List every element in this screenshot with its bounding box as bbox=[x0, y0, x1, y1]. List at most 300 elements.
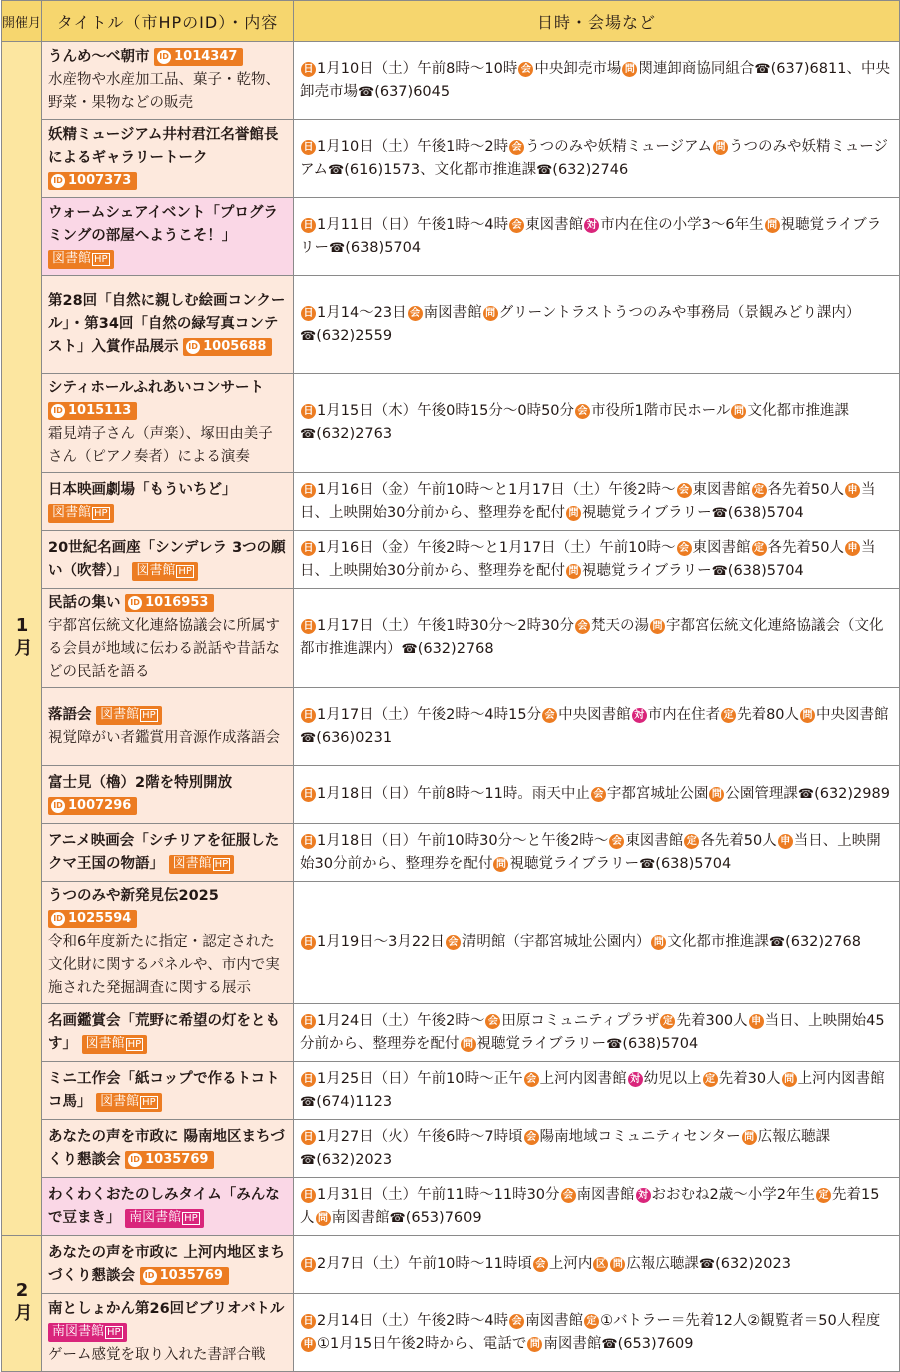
venue-icon: 会 bbox=[575, 619, 590, 634]
target-icon: 対 bbox=[584, 218, 599, 233]
event-info-cell bbox=[294, 42, 900, 120]
table-row bbox=[2, 276, 900, 374]
event-inquiry: 視聴覚ライブラリー bbox=[476, 1035, 607, 1052]
page-id-tag[interactable] bbox=[48, 402, 137, 420]
phone-icon: ☎ bbox=[606, 1036, 623, 1052]
phone-icon: ☎ bbox=[797, 787, 815, 802]
venue-icon: 会 bbox=[509, 218, 524, 233]
event-info-cell bbox=[294, 1004, 900, 1062]
venue-icon: 会 bbox=[533, 1257, 548, 1272]
event-venue: 南図書館 bbox=[525, 1312, 584, 1329]
event-inquiry: 南図書館 bbox=[543, 1335, 602, 1352]
event-title: あなたの声を市政に 陽南地区まちづくり懇談会 bbox=[48, 1128, 285, 1168]
table-header-row bbox=[2, 1, 900, 42]
phone-icon: ☎ bbox=[300, 730, 317, 746]
event-phone-2: (637)6045 bbox=[374, 83, 451, 100]
page-id-tag[interactable] bbox=[140, 1267, 229, 1285]
phone-icon: ☎ bbox=[300, 1152, 317, 1168]
table-row bbox=[2, 688, 900, 766]
event-inquiry: 宇都宮伝統文化連絡協議会（文化都市推進課内） bbox=[300, 618, 884, 657]
page-id-number: 1005688 bbox=[203, 339, 267, 354]
venue-icon: 会 bbox=[524, 1130, 539, 1145]
page-id-tag[interactable] bbox=[48, 797, 137, 815]
event-date: 1月19日～3月22日 bbox=[317, 934, 445, 950]
event-title-cell bbox=[42, 374, 294, 473]
event-info-cell bbox=[294, 473, 900, 531]
event-content: 令和6年度新たに指定・認定された文化財に関するパネルや、市内で実施された発掘調査に関する展示 bbox=[48, 934, 280, 996]
page-id-tag[interactable] bbox=[154, 48, 243, 66]
library-hp-tag[interactable] bbox=[48, 1323, 127, 1342]
event-title-cell bbox=[42, 1294, 294, 1372]
event-phone-2: (632)2746 bbox=[552, 161, 629, 178]
event-phone: (653)7609 bbox=[617, 1335, 694, 1352]
id-icon: ID bbox=[51, 404, 65, 418]
event-venue: 中央図書館 bbox=[558, 706, 631, 723]
event-venue: 清明館（宇都宮城址公園内） bbox=[461, 934, 651, 950]
event-info-cell bbox=[294, 120, 900, 198]
event-target: おおむね2歳～小学2年生 bbox=[651, 1186, 815, 1203]
venue-icon: 会 bbox=[446, 935, 461, 950]
event-apply: ①1月15日午後2時から、電話で bbox=[317, 1335, 527, 1352]
event-inquiry: 文化都市推進課 bbox=[667, 934, 769, 950]
event-capacity: 各先着50人 bbox=[767, 481, 844, 498]
event-title-cell bbox=[42, 824, 294, 882]
event-date: 1月25日（日）午前10時～正午 bbox=[317, 1070, 523, 1087]
month-label: 2月 bbox=[11, 1279, 33, 1323]
event-title: 富士見（櫓）2階を特別開放 bbox=[48, 774, 233, 791]
apply-icon: 申 bbox=[301, 1337, 316, 1352]
event-info-cell bbox=[294, 531, 900, 589]
table-row bbox=[2, 198, 900, 276]
event-capacity: ①バトラー＝先着12人②観覧者＝50人程度 bbox=[600, 1312, 881, 1329]
event-date: 1月16日（金）午後2時～と1月17日（土）午前10時～ bbox=[317, 539, 676, 556]
venue-icon: 会 bbox=[485, 1014, 500, 1029]
event-title: 第28回「自然に親しむ絵画コンクール」・第34回「自然の緑写真コンテスト」入賞作品展示 bbox=[48, 293, 286, 355]
event-date: 2月14日（土）午後2時～4時 bbox=[317, 1312, 509, 1329]
ward-icon: 区 bbox=[593, 1257, 608, 1272]
phone-icon: ☎ bbox=[768, 935, 786, 950]
event-target: 市内在住者 bbox=[647, 706, 721, 723]
inquiry-icon: 問 bbox=[461, 1037, 476, 1052]
event-date: 1月24日（土）午後2時～ bbox=[317, 1012, 485, 1029]
hp-icon: HP bbox=[178, 565, 192, 577]
page-id-number: 1015113 bbox=[68, 403, 132, 418]
inquiry-icon: 問 bbox=[493, 857, 508, 872]
target-icon: 対 bbox=[632, 708, 647, 723]
event-inquiry: 中央図書館 bbox=[816, 706, 889, 723]
inquiry-icon: 問 bbox=[527, 1337, 542, 1352]
event-capacity: 先着15人 bbox=[300, 1186, 880, 1226]
event-inquiry: 広報広聴課 bbox=[626, 1256, 699, 1272]
inquiry-icon: 問 bbox=[566, 564, 581, 579]
event-venue: 南図書館 bbox=[423, 304, 482, 321]
event-title: シティホールふれあいコンサート bbox=[48, 380, 265, 396]
event-title-cell bbox=[42, 1178, 294, 1236]
event-title: 20世紀名画座「シンデレラ 3つの願い（吹替）」 bbox=[48, 539, 286, 579]
event-date: 1月16日（金）午前10時～と1月17日（土）午後2時～ bbox=[317, 481, 676, 498]
event-title-cell bbox=[42, 531, 294, 589]
target-icon: 対 bbox=[636, 1188, 651, 1203]
table-row bbox=[2, 1062, 900, 1120]
event-table bbox=[1, 0, 900, 1372]
capacity-icon: 定 bbox=[584, 1314, 599, 1329]
event-title-cell bbox=[42, 473, 294, 531]
event-title-cell bbox=[42, 1062, 294, 1120]
event-phone: (674)1123 bbox=[316, 1093, 393, 1110]
inquiry-icon: 問 bbox=[650, 619, 665, 634]
page-id-tag[interactable] bbox=[48, 910, 137, 928]
phone-icon: ☎ bbox=[711, 563, 728, 579]
event-phone: (637)6811、中央卸売市場 bbox=[300, 60, 890, 100]
date-icon: 日 bbox=[301, 218, 316, 233]
event-info-cell bbox=[294, 1294, 900, 1372]
event-phone: (632)2559 bbox=[316, 327, 393, 344]
library-name: 図書館 bbox=[52, 251, 92, 266]
event-venue: 宇都宮城址公園 bbox=[606, 786, 709, 802]
month-cell bbox=[2, 42, 42, 1236]
event-title-cell bbox=[42, 882, 294, 1004]
date-icon: 日 bbox=[301, 1072, 316, 1087]
hp-icon: HP bbox=[184, 1212, 198, 1224]
event-info-cell bbox=[294, 1120, 900, 1178]
target-icon: 対 bbox=[628, 1072, 643, 1087]
event-phone: (632)2989 bbox=[814, 786, 890, 802]
event-date: 1月14～23日 bbox=[317, 304, 407, 321]
venue-icon: 会 bbox=[561, 1188, 576, 1203]
venue-icon: 会 bbox=[408, 306, 423, 321]
event-info-cell bbox=[294, 688, 900, 766]
event-venue: 東図書館 bbox=[692, 539, 751, 556]
inquiry-icon: 問 bbox=[316, 1211, 331, 1226]
event-date: 1月31日（土）午前11時～11時30分 bbox=[317, 1186, 560, 1203]
table-row bbox=[2, 531, 900, 589]
event-title-cell bbox=[42, 42, 294, 120]
event-info-cell bbox=[294, 882, 900, 1004]
apply-icon: 申 bbox=[845, 483, 860, 498]
event-venue: 東図書館 bbox=[625, 832, 684, 849]
event-phone: (636)0231 bbox=[316, 729, 393, 746]
event-date: 1月10日（土）午後1時～2時 bbox=[317, 138, 509, 155]
inquiry-icon: 問 bbox=[800, 708, 815, 723]
library-name: 図書館 bbox=[85, 1035, 125, 1051]
event-content: 水産物や水産加工品、菓子・乾物、野菜・果物などの販売 bbox=[48, 72, 280, 111]
event-inquiry: 南図書館 bbox=[331, 1209, 390, 1226]
date-icon: 日 bbox=[301, 483, 316, 498]
event-venue: うつのみや妖精ミュージアム bbox=[525, 138, 713, 155]
event-title: アニメ映画会「シチリアを征服したクマ王国の物語」 bbox=[48, 832, 280, 872]
date-icon: 日 bbox=[301, 935, 316, 950]
venue-icon: 会 bbox=[518, 62, 533, 77]
event-inquiry: 上河内図書館 bbox=[797, 1070, 885, 1087]
venue-icon: 会 bbox=[509, 1314, 524, 1329]
inquiry-icon: 問 bbox=[742, 1130, 757, 1145]
table-row bbox=[2, 1178, 900, 1236]
hp-icon: HP bbox=[142, 709, 156, 721]
inquiry-icon: 問 bbox=[782, 1072, 797, 1087]
library-hp-tag[interactable] bbox=[169, 855, 235, 874]
event-inquiry: 視聴覚ライブラリー bbox=[581, 504, 712, 521]
hp-icon: HP bbox=[94, 254, 108, 265]
month-label: 1月 bbox=[11, 614, 33, 658]
event-title-cell bbox=[42, 198, 294, 276]
event-date: 1月18日（日）午前10時30分～と午後2時～ bbox=[317, 832, 609, 849]
event-title-cell bbox=[42, 766, 294, 824]
inquiry-icon: 問 bbox=[765, 218, 780, 233]
phone-icon: ☎ bbox=[601, 1336, 618, 1352]
capacity-icon: 定 bbox=[660, 1014, 675, 1029]
event-info-cell bbox=[294, 1236, 900, 1294]
id-icon: ID bbox=[51, 174, 65, 188]
date-icon: 日 bbox=[301, 619, 316, 634]
table-row bbox=[2, 42, 900, 120]
id-icon: ID bbox=[186, 340, 200, 354]
hp-icon: HP bbox=[94, 507, 108, 519]
event-title-cell bbox=[42, 688, 294, 766]
event-target: 市内在住の小学3～6年生 bbox=[600, 216, 764, 233]
date-icon: 日 bbox=[301, 1314, 316, 1329]
event-phone: (653)7609 bbox=[405, 1209, 482, 1226]
phone-icon: ☎ bbox=[328, 162, 345, 178]
capacity-icon: 定 bbox=[703, 1072, 718, 1087]
event-venue: 東図書館 bbox=[692, 481, 751, 498]
event-apply: 当日、上映開始30分前から、整理券を配付 bbox=[300, 539, 876, 579]
event-inquiry: 文化都市推進課 bbox=[747, 403, 849, 419]
event-content: 視覚障がい者鑑賞用音源作成落語会 bbox=[48, 729, 280, 746]
event-inquiry: 関連卸商協同組合 bbox=[638, 60, 755, 77]
page-id-number: 1007373 bbox=[68, 173, 132, 188]
venue-icon: 会 bbox=[677, 541, 692, 556]
event-title-cell bbox=[42, 1236, 294, 1294]
event-content: 宇都宮伝統文化連絡協議会に所属する会員が地域に伝わる説話や昔話などの民話を語る bbox=[48, 618, 280, 680]
event-date: 1月18日（日）午前8時～11時。雨天中止 bbox=[317, 786, 590, 802]
inquiry-icon: 問 bbox=[651, 935, 666, 950]
library-name: 南図書館 bbox=[52, 1324, 105, 1339]
event-title: ミニ工作会「紙コップで作るトコトコ馬」 bbox=[48, 1070, 280, 1110]
event-content: ゲーム感覚を取り入れた書評合戦 bbox=[48, 1347, 266, 1363]
phone-icon: ☎ bbox=[401, 642, 418, 657]
phone-icon: ☎ bbox=[358, 84, 375, 100]
event-title: 日本映画劇場「もういちど」 bbox=[48, 481, 237, 498]
table-row bbox=[2, 766, 900, 824]
event-title-cell bbox=[42, 276, 294, 374]
date-icon: 日 bbox=[301, 787, 316, 802]
event-title: わくわくおたのしみタイム「みんなで豆まき」 bbox=[48, 1186, 280, 1226]
event-capacity: 各先着50人 bbox=[767, 539, 844, 556]
id-icon: ID bbox=[128, 596, 142, 610]
page-id-number: 1035769 bbox=[159, 1267, 223, 1283]
event-apply: 当日、上映開始30分前から、整理券を配付 bbox=[300, 832, 881, 872]
date-icon: 日 bbox=[301, 62, 316, 77]
event-date: 1月17日（土）午後2時～4時15分 bbox=[317, 706, 542, 723]
event-info-cell bbox=[294, 589, 900, 688]
event-title-cell bbox=[42, 1120, 294, 1178]
phone-icon: ☎ bbox=[639, 856, 656, 872]
capacity-icon: 定 bbox=[752, 541, 767, 556]
apply-icon: 申 bbox=[778, 834, 793, 849]
phone-icon: ☎ bbox=[389, 1210, 406, 1226]
library-name: 図書館 bbox=[100, 1093, 140, 1109]
event-date: 1月27日（火）午後6時～7時頃 bbox=[317, 1128, 523, 1145]
event-date: 1月15日（木）午後0時15分～0時50分 bbox=[317, 403, 575, 419]
event-content: 霜見靖子さん（声楽）、塚田由美子さん（ピアノ奏者）による演奏 bbox=[48, 426, 273, 465]
header-title: タイトル（市HPのID）・内容 bbox=[42, 1, 294, 42]
library-hp-tag[interactable] bbox=[48, 504, 114, 523]
inquiry-icon: 問 bbox=[622, 62, 637, 77]
library-hp-tag[interactable] bbox=[82, 1035, 148, 1054]
event-venue: 市役所1階市民ホール bbox=[591, 403, 731, 419]
event-date: 1月10日（土）午前8時～10時 bbox=[317, 60, 518, 77]
event-inquiry: うつのみや妖精ミュージアム bbox=[300, 138, 888, 178]
event-date: 1月17日（土）午後1時30分～2時30分 bbox=[317, 618, 575, 634]
table-row bbox=[2, 589, 900, 688]
event-inquiry: 視聴覚ライブラリー bbox=[509, 855, 640, 872]
page-id-number: 1007296 bbox=[68, 797, 132, 813]
library-name: 図書館 bbox=[52, 504, 92, 520]
date-icon: 日 bbox=[301, 708, 316, 723]
library-name: 図書館 bbox=[136, 562, 176, 578]
event-phone: (632)2768 bbox=[417, 641, 494, 657]
event-apply: 当日、上映開始30分前から、整理券を配付 bbox=[300, 481, 876, 521]
event-title-cell bbox=[42, 1004, 294, 1062]
event-phone: (632)2763 bbox=[316, 426, 393, 442]
event-title: 名画鑑賞会「荒野に希望の灯をともす」 bbox=[48, 1012, 280, 1052]
event-phone: (616)1573、文化都市推進課 bbox=[344, 161, 537, 178]
event-info-cell bbox=[294, 276, 900, 374]
table-row bbox=[2, 1294, 900, 1372]
date-icon: 日 bbox=[301, 834, 316, 849]
library-hp-tag[interactable] bbox=[125, 1209, 204, 1228]
event-inquiry: グリーントラストうつのみや事務局（景観みどり課内） bbox=[498, 304, 861, 321]
event-venue: 南図書館 bbox=[576, 1186, 635, 1203]
venue-icon: 会 bbox=[524, 1072, 539, 1087]
date-icon: 日 bbox=[301, 404, 316, 419]
venue-icon: 会 bbox=[609, 834, 624, 849]
event-phone: (632)2023 bbox=[715, 1256, 791, 1272]
month-cell bbox=[2, 1236, 42, 1372]
event-title: うつのみや新発見伝2025 bbox=[48, 888, 219, 904]
table-row bbox=[2, 824, 900, 882]
header-info: 日時・会場など bbox=[294, 1, 900, 42]
venue-icon: 会 bbox=[575, 404, 590, 419]
event-phone: (638)5704 bbox=[727, 504, 804, 521]
library-name: 図書館 bbox=[100, 706, 140, 722]
venue-icon: 会 bbox=[591, 787, 606, 802]
library-hp-tag[interactable] bbox=[96, 706, 162, 725]
library-hp-tag[interactable] bbox=[48, 250, 114, 269]
page-id-tag[interactable] bbox=[125, 594, 214, 612]
date-icon: 日 bbox=[301, 541, 316, 556]
page-id-number: 1016953 bbox=[145, 595, 209, 610]
date-icon: 日 bbox=[301, 306, 316, 321]
event-title: 落語会 bbox=[48, 706, 92, 723]
event-inquiry: 視聴覚ライブラリー bbox=[300, 216, 882, 256]
library-hp-tag[interactable] bbox=[96, 1093, 162, 1112]
phone-icon: ☎ bbox=[754, 61, 771, 77]
page-id-number: 1025594 bbox=[68, 911, 132, 926]
event-info-cell bbox=[294, 766, 900, 824]
table-row bbox=[2, 374, 900, 473]
event-venue: 梵天の湯 bbox=[591, 618, 650, 634]
page-id-tag[interactable] bbox=[125, 1151, 214, 1169]
table-row bbox=[2, 1120, 900, 1178]
phone-icon: ☎ bbox=[536, 162, 553, 178]
inquiry-icon: 問 bbox=[610, 1257, 625, 1272]
event-phone: (638)5704 bbox=[655, 855, 732, 872]
phone-icon: ☎ bbox=[711, 505, 728, 521]
event-venue: 東図書館 bbox=[525, 216, 584, 233]
event-phone: (632)2023 bbox=[316, 1151, 393, 1168]
event-info-cell bbox=[294, 1062, 900, 1120]
date-icon: 日 bbox=[301, 1014, 316, 1029]
library-hp-tag[interactable] bbox=[132, 562, 198, 581]
event-apply: 当日、上映開始45分前から、整理券を配付 bbox=[300, 1012, 885, 1052]
event-phone: (632)2768 bbox=[785, 934, 861, 950]
event-title: ウォームシェアイベント「プログラミングの部屋へようこそ！」 bbox=[48, 205, 278, 244]
event-capacity: 先着30人 bbox=[718, 1070, 781, 1087]
inquiry-icon: 問 bbox=[731, 404, 746, 419]
id-icon: ID bbox=[51, 912, 65, 926]
event-venue: 上河内図書館 bbox=[539, 1070, 627, 1087]
event-inquiry: 公園管理課 bbox=[725, 786, 798, 802]
event-capacity: 先着300人 bbox=[676, 1012, 748, 1029]
event-target: 幼児以上 bbox=[643, 1070, 702, 1087]
phone-icon: ☎ bbox=[300, 328, 317, 344]
event-info-cell bbox=[294, 374, 900, 473]
hp-icon: HP bbox=[214, 858, 229, 870]
hp-icon: HP bbox=[142, 1096, 156, 1108]
page-id-tag[interactable] bbox=[48, 172, 137, 190]
capacity-icon: 定 bbox=[752, 483, 767, 498]
phone-icon: ☎ bbox=[300, 427, 317, 442]
capacity-icon: 定 bbox=[721, 708, 736, 723]
date-icon: 日 bbox=[301, 1130, 316, 1145]
event-title: 民話の集い bbox=[48, 595, 121, 611]
id-icon: ID bbox=[51, 799, 65, 813]
library-name: 南図書館 bbox=[129, 1209, 182, 1225]
apply-icon: 申 bbox=[845, 541, 860, 556]
event-info-cell bbox=[294, 198, 900, 276]
event-title-cell bbox=[42, 589, 294, 688]
capacity-icon: 定 bbox=[816, 1188, 831, 1203]
inquiry-icon: 問 bbox=[483, 306, 498, 321]
inquiry-icon: 問 bbox=[566, 506, 581, 521]
apply-icon: 申 bbox=[749, 1014, 764, 1029]
table-row bbox=[2, 882, 900, 1004]
phone-icon: ☎ bbox=[698, 1257, 716, 1272]
event-title: 南としょかん第26回ビブリオバトル bbox=[48, 1301, 285, 1317]
inquiry-icon: 問 bbox=[709, 787, 724, 802]
event-venue: 上河内 bbox=[548, 1256, 593, 1272]
table-row bbox=[2, 473, 900, 531]
date-icon: 日 bbox=[301, 1188, 316, 1203]
event-venue: 陽南地域コミュニティセンター bbox=[539, 1128, 741, 1145]
event-phone: (638)5704 bbox=[345, 239, 422, 256]
venue-icon: 会 bbox=[542, 708, 557, 723]
event-title: うんめ～べ朝市 bbox=[48, 49, 150, 65]
event-capacity: 各先着50人 bbox=[700, 832, 777, 849]
venue-icon: 会 bbox=[509, 140, 524, 155]
event-phone: (638)5704 bbox=[727, 562, 804, 579]
event-info-cell bbox=[294, 824, 900, 882]
page-id-number: 1035769 bbox=[145, 1151, 209, 1167]
event-phone: (638)5704 bbox=[622, 1035, 699, 1052]
event-inquiry: 視聴覚ライブラリー bbox=[581, 562, 712, 579]
event-info-cell bbox=[294, 1178, 900, 1236]
page-id-tag[interactable] bbox=[183, 338, 272, 356]
table-row bbox=[2, 1236, 900, 1294]
event-date: 1月11日（日）午後1時～4時 bbox=[317, 216, 509, 233]
event-title: あなたの声を市政に 上河内地区まちづくり懇談会 bbox=[48, 1244, 286, 1284]
